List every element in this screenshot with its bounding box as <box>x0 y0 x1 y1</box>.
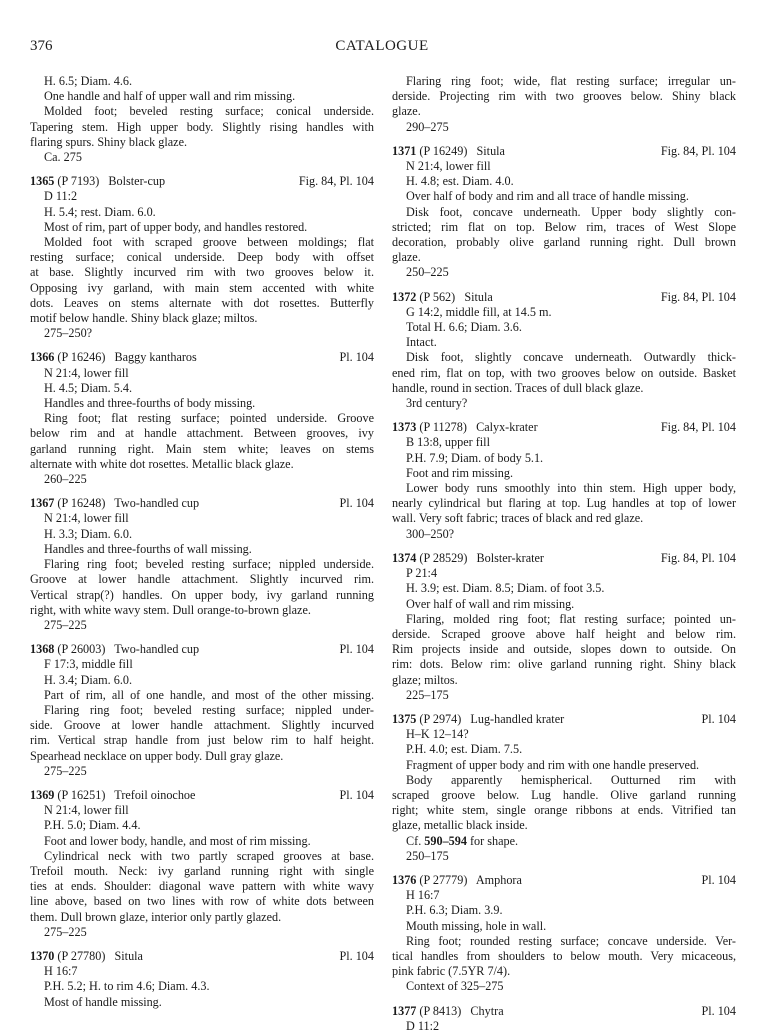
inventory-and-shape: (P 562) Situla <box>419 289 493 304</box>
text-line: right, with white wavy stem. Dull orange-to-brown glaze. <box>30 602 311 617</box>
catalogue-number: 1370 <box>30 948 55 963</box>
inventory-and-shape: (P 28529) Bolster-krater <box>419 550 544 565</box>
text-line: Vertical strap(?) handles. On upper body, ivy garland running <box>30 587 374 602</box>
figure-plate-reference: Pl. 104 <box>339 496 374 511</box>
text-line: H. 3.9; est. Diam. 8.5; Diam. of foot 3.5. <box>406 581 605 596</box>
catalogue-number: 1377 <box>392 1003 417 1018</box>
text-line: them. Dull brown glaze, interior only partly glazed. <box>30 909 282 924</box>
text-line: Most of rim, part of upper body, and handles restored. <box>44 219 308 234</box>
text-line: Intact. <box>406 335 437 350</box>
text-line: H 16:7 <box>44 964 78 979</box>
text-line: P.H. 6.3; Diam. 3.9. <box>406 903 503 918</box>
figure-plate-reference: Pl. 104 <box>339 948 374 963</box>
text-line: Handles and three-fourths of wall missing. <box>44 541 252 556</box>
left-column <box>30 74 374 1010</box>
text-line: Opposing ivy garland, with main stem accented with white <box>30 280 374 295</box>
text-line: Mouth missing, hole in wall. <box>406 918 547 933</box>
text-line: H. 4.5; Diam. 5.4. <box>44 380 133 395</box>
text-line: Over half of wall and rim missing. <box>406 596 575 611</box>
text-line: F 17:3, middle fill <box>44 657 133 672</box>
entry-spacer <box>30 487 374 496</box>
figure-plate-reference: Fig. 84, Pl. 104 <box>660 289 736 304</box>
text-line: Ca. 275 <box>44 150 82 165</box>
text-line: Flaring, molded ring foot; flat resting surface; pointed un- <box>406 611 736 626</box>
text-line: Spearhead necklace on upper body. Dull gray glaze. <box>30 748 284 763</box>
text-line: Handles and three-fourths of body missing. <box>44 396 256 411</box>
entry-heading <box>392 1004 736 1019</box>
catalogue-number: 1371 <box>392 143 417 158</box>
text-line: Flaring ring foot; wide, flat resting surface; irregular un- <box>406 74 736 88</box>
entry-heading <box>30 949 374 964</box>
text-line: ened rim, flat on top, with two grooves below on outside. Basket <box>392 365 736 380</box>
inventory-and-shape: (P 7193) Bolster-cup <box>57 174 166 189</box>
text-line: Rim projects inside and outside, slopes down to outside. On <box>392 642 736 657</box>
text-line: glaze. <box>392 250 421 265</box>
catalogue-number: 1374 <box>392 550 417 565</box>
text-line: Foot and rim missing. <box>406 465 513 480</box>
text-line: 250–175 <box>406 848 449 863</box>
text-line: wall. Very soft fabric; traces of black and red glaze. <box>392 511 644 526</box>
inventory-and-shape: (P 16251) Trefoil oinochoe <box>57 787 196 802</box>
text-line: H. 3.4; Diam. 6.0. <box>44 672 133 687</box>
catalogue-number: 1368 <box>30 642 55 657</box>
text-line: Lower body runs smoothly into thin stem. High upper body, <box>406 481 736 496</box>
inventory-and-shape: (P 8413) Chytra <box>419 1003 504 1018</box>
text-line: 225–175 <box>406 687 449 702</box>
entry-heading <box>392 420 736 435</box>
entry-heading <box>392 144 736 159</box>
entry-heading <box>392 290 736 305</box>
text-line: N 21:4, lower fill <box>44 365 129 380</box>
text-line: H. 4.8; est. Diam. 4.0. <box>406 174 514 189</box>
cross-reference-pre: Cf. <box>406 833 425 848</box>
catalogue-number: 1369 <box>30 787 55 802</box>
text-line: pink fabric (7.5YR 7/4). <box>392 964 511 979</box>
text-line: 290–275 <box>406 119 449 134</box>
text-line: H. 6.5; Diam. 4.6. <box>44 74 133 88</box>
figure-plate-reference: Fig. 84, Pl. 104 <box>660 550 736 565</box>
cross-reference-bold: 590–594 <box>424 833 467 848</box>
text-line: Context of 325–275 <box>406 979 504 994</box>
cross-reference <box>392 834 736 849</box>
text-line: ties at ends. Shoulder: diagonal wave pattern with white wavy <box>30 879 374 894</box>
inventory-and-shape: (P 2974) Lug-handled krater <box>419 711 565 726</box>
text-line: Groove at lower handle attachment. Slightly incurved rim. <box>30 572 374 587</box>
text-line: P.H. 7.9; Diam. of body 5.1. <box>406 450 544 465</box>
catalogue-number: 1365 <box>30 174 55 189</box>
text-line: Foot and lower body, handle, and most of rim missing. <box>44 833 311 848</box>
inventory-and-shape: (P 11278) Calyx-krater <box>419 420 538 435</box>
entry-heading <box>392 873 736 888</box>
entry-heading <box>30 788 374 803</box>
text-line: 260–225 <box>44 472 87 487</box>
entry-spacer <box>30 779 374 788</box>
text-line: rim: dots. Below rim: olive garland running right. Shiny black <box>392 657 736 672</box>
text-line: G 14:2, middle fill, at 14.5 m. <box>406 304 552 319</box>
text-line: dots. Leaves on stems alternate with dot rosettes. Butterfly <box>30 295 374 310</box>
text-line: scraped groove below. Lug handle. Olive garland running <box>392 787 736 802</box>
figure-plate-reference: Fig. 84, Pl. 104 <box>298 174 374 189</box>
catalogue-number: 1367 <box>30 496 55 511</box>
text-line: glaze. <box>392 104 421 119</box>
text-line: N 21:4, lower fill <box>44 511 129 526</box>
text-line: Flaring ring foot; beveled resting surface; nippled underside. <box>44 557 374 572</box>
text-line: Most of handle missing. <box>44 994 162 1009</box>
text-line: Disk foot, concave underneath. Upper body slightly con- <box>406 204 736 219</box>
text-line: Flaring ring foot; beveled resting surface; nippled under- <box>44 702 374 717</box>
text-line: 250–225 <box>406 265 449 280</box>
text-line: derside. Scraped groove above half height and below rim. <box>392 626 736 641</box>
text-line: Disk foot, slightly concave underneath. Outwardly thick- <box>406 350 736 365</box>
text-line: N 21:4, lower fill <box>44 803 129 818</box>
entry-spacer <box>392 995 736 1004</box>
text-line: alternate with white dot rosettes. Metallic black glaze. <box>30 456 294 471</box>
text-line: side. Groove at lower handle attachment. Slightly incurved <box>30 718 374 733</box>
text-line: at base. Slightly incurved rim with two grooves below it. <box>30 265 374 280</box>
text-line: 275–250? <box>44 326 93 341</box>
entry-heading <box>392 712 736 727</box>
text-line: Over half of body and rim and all trace of handle missing. <box>406 189 689 204</box>
right-column <box>392 74 736 1034</box>
text-line: line above, based on two lines with row of white dots between <box>30 894 374 909</box>
text-line: handle, round in section. Traces of dull black glaze. <box>392 380 644 395</box>
text-line: One handle and half of upper wall and rim missing. <box>44 89 296 104</box>
figure-plate-reference: Pl. 104 <box>339 350 374 365</box>
text-line: P.H. 5.2; H. to rim 4.6; Diam. 4.3. <box>44 979 210 994</box>
figure-plate-reference: Pl. 104 <box>339 642 374 657</box>
catalogue-number: 1372 <box>392 289 417 304</box>
entry-spacer <box>30 633 374 642</box>
text-line: Part of rim, all of one handle, and most of the other missing. <box>44 687 374 702</box>
entry-heading <box>30 174 374 189</box>
inventory-and-shape: (P 16248) Two-handled cup <box>57 496 200 511</box>
text-line: decoration, probably olive garland running right. Dull brown <box>392 235 736 250</box>
catalogue-number: 1366 <box>30 350 55 365</box>
figure-plate-reference: Pl. 104 <box>701 872 736 887</box>
text-line: 275–225 <box>44 617 87 632</box>
text-line: resting surface; conical underside. Deep body with offset <box>30 250 374 265</box>
text-line: D 11:2 <box>406 1018 440 1033</box>
page-number: 376 <box>30 38 53 54</box>
text-line: flaring spurs. Shiny black glaze. <box>30 134 188 149</box>
entry-heading <box>30 350 374 365</box>
figure-plate-reference: Pl. 104 <box>701 1003 736 1018</box>
text-line: rim. Vertical strap handle from just below rim to half height. <box>30 733 374 748</box>
text-line: garland running right. Main stem white; leaves on stems <box>30 441 374 456</box>
entry-heading <box>30 496 374 511</box>
inventory-and-shape: (P 16249) Situla <box>419 143 505 158</box>
entry-heading <box>30 642 374 657</box>
entry-spacer <box>392 135 736 144</box>
text-line: Ring foot; rounded resting surface; concave underside. Ver- <box>406 933 736 948</box>
text-line: tical handles from shoulders to below mouth. Very micaceous, <box>392 948 736 963</box>
text-line: motif below handle. Shiny black glaze; miltos. <box>30 311 258 326</box>
text-line: Body apparently hemispherical. Outturned rim with <box>406 772 736 787</box>
text-line: below rim and at handle attachment. Between grooves, ivy <box>30 426 374 441</box>
text-line: stricted; rim flat on top. Below rim, traces of West Slope <box>392 219 736 234</box>
text-line: P.H. 4.0; est. Diam. 7.5. <box>406 742 523 757</box>
text-line: Cylindrical neck with two partly scraped grooves at base. <box>44 848 374 863</box>
inventory-and-shape: (P 16246) Baggy kantharos <box>57 350 197 365</box>
figure-plate-reference: Fig. 84, Pl. 104 <box>660 143 736 158</box>
catalogue-number: 1373 <box>392 420 417 435</box>
inventory-and-shape: (P 27780) Situla <box>57 948 143 963</box>
text-line: H. 5.4; rest. Diam. 6.0. <box>44 204 156 219</box>
figure-plate-reference: Pl. 104 <box>701 711 736 726</box>
figure-plate-reference: Fig. 84, Pl. 104 <box>660 420 736 435</box>
entry-spacer <box>392 411 736 420</box>
entry-spacer <box>30 165 374 174</box>
text-line: 275–225 <box>44 763 87 778</box>
figure-plate-reference: Pl. 104 <box>339 787 374 802</box>
entry-spacer <box>392 281 736 290</box>
text-line: glaze; miltos. <box>392 672 458 687</box>
text-line: Tapering stem. High upper body. Slightly rising handles with <box>30 119 374 134</box>
text-line: P.H. 5.0; Diam. 4.4. <box>44 818 141 833</box>
catalogue-number: 1376 <box>392 872 417 887</box>
text-line: 3rd century? <box>406 396 468 411</box>
text-line: H–K 12–14? <box>406 727 469 742</box>
text-line: B 13:8, upper fill <box>406 435 490 450</box>
entry-spacer <box>392 703 736 712</box>
text-line: glaze, metallic black inside. <box>392 818 528 833</box>
text-line: Ring foot; flat resting surface; pointed underside. Groove <box>44 411 374 426</box>
text-line: Molded foot; beveled resting surface; conical underside. <box>44 104 374 119</box>
entry-spacer <box>30 341 374 350</box>
running-title: CATALOGUE <box>335 38 429 54</box>
page-header <box>0 38 764 58</box>
text-line: D 11:2 <box>44 189 78 204</box>
text-line: 300–250? <box>406 526 455 541</box>
text-line: derside. Projecting rim with two grooves below. Shiny black <box>392 89 736 104</box>
text-line: H. 3.3; Diam. 6.0. <box>44 526 133 541</box>
text-line: P 21:4 <box>406 566 438 581</box>
inventory-and-shape: (P 27779) Amphora <box>419 872 522 887</box>
entry-heading <box>392 551 736 566</box>
text-line: Total H. 6.6; Diam. 3.6. <box>406 320 522 335</box>
text-line: right; white stem, single orange ribbons at ends. Vitrified tan <box>392 803 736 818</box>
text-line: 275–225 <box>44 924 87 939</box>
text-line: Fragment of upper body and rim with one handle preserved. <box>406 757 700 772</box>
inventory-and-shape: (P 26003) Two-handled cup <box>57 642 200 657</box>
text-line: N 21:4, lower fill <box>406 159 491 174</box>
entry-spacer <box>392 864 736 873</box>
entry-spacer <box>392 542 736 551</box>
text-line: nearly cylindrical but flaring at top. Lug handles at top of lower <box>392 496 736 511</box>
text-line: H 16:7 <box>406 888 440 903</box>
text-line: Molded foot with scraped groove between moldings; flat <box>44 235 374 250</box>
entry-spacer <box>30 940 374 949</box>
text-line: Trefoil mouth. Neck: ivy garland running right with single <box>30 863 374 878</box>
cross-reference-post: for shape. <box>466 833 519 848</box>
catalogue-number: 1375 <box>392 711 417 726</box>
